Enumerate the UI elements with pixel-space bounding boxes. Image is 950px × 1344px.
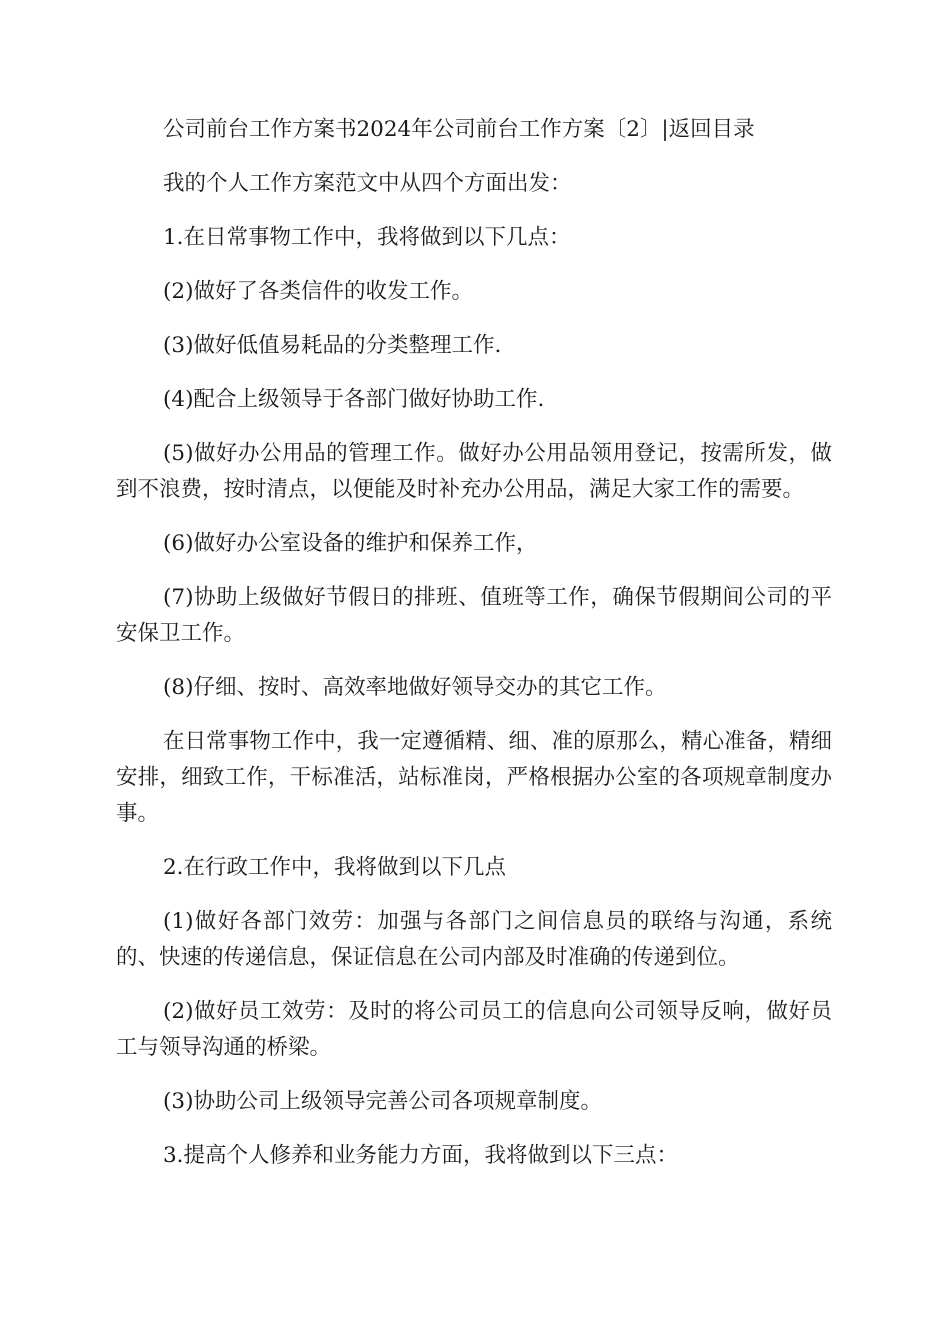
paragraph-item: (1)做好各部门效劳：加强与各部门之间信息员的联络与沟通，系统的、快速的传递信息，保证信息在公司内部及时准确的传递到位。 — [116, 909, 832, 970]
paragraph-item: (7)协助上级做好节假日的排班、值班等工作，确保节假期间公司的平安保卫工作。 — [116, 585, 832, 646]
paragraph-item: (4)配合上级领导于各部门做好协助工作. — [163, 387, 545, 412]
paragraph-item: (2)做好了各类信件的收发工作。 — [163, 279, 473, 304]
paragraph-summary: 在日常事物工作中，我一定遵循精、细、准的原那么，精心准备，精细安排，细致工作，干标准活，站标准岗，严格根据办公室的各项规章制度办事。 — [116, 729, 832, 826]
paragraph-item: (2)做好员工效劳：及时的将公司员工的信息向公司领导反响，做好员工与领导沟通的桥梁。 — [116, 999, 832, 1060]
paragraph-item: (5)做好办公用品的管理工作。做好办公用品领用登记，按需所发，做到不浪费，按时清点，以便能及时补充办公用品，满足大家工作的需要。 — [116, 441, 832, 502]
paragraph-intro: 我的个人工作方案范文中从四个方面出发： — [163, 171, 572, 196]
paragraph-section-1-heading: 1.在日常事物工作中，我将做到以下几点： — [163, 225, 571, 250]
paragraph-item: (8)仔细、按时、高效率地做好领导交办的其它工作。 — [163, 675, 667, 700]
paragraph-item: (3)做好低值易耗品的分类整理工作. — [163, 333, 502, 358]
paragraph-item: (6)做好办公室设备的维护和保养工作， — [163, 531, 538, 556]
paragraph-item: (3)协助公司上级领导完善公司各项规章制度。 — [163, 1089, 602, 1114]
paragraph-title-line: 公司前台工作方案书2024年公司前台工作方案〔2〕|返回目录 — [163, 117, 755, 142]
paragraph-section-3-heading: 3.提高个人修养和业务能力方面，我将做到以下三点： — [163, 1143, 679, 1168]
paragraph-section-2-heading: 2.在行政工作中，我将做到以下几点 — [163, 855, 507, 880]
document-body — [116, 112, 832, 1192]
